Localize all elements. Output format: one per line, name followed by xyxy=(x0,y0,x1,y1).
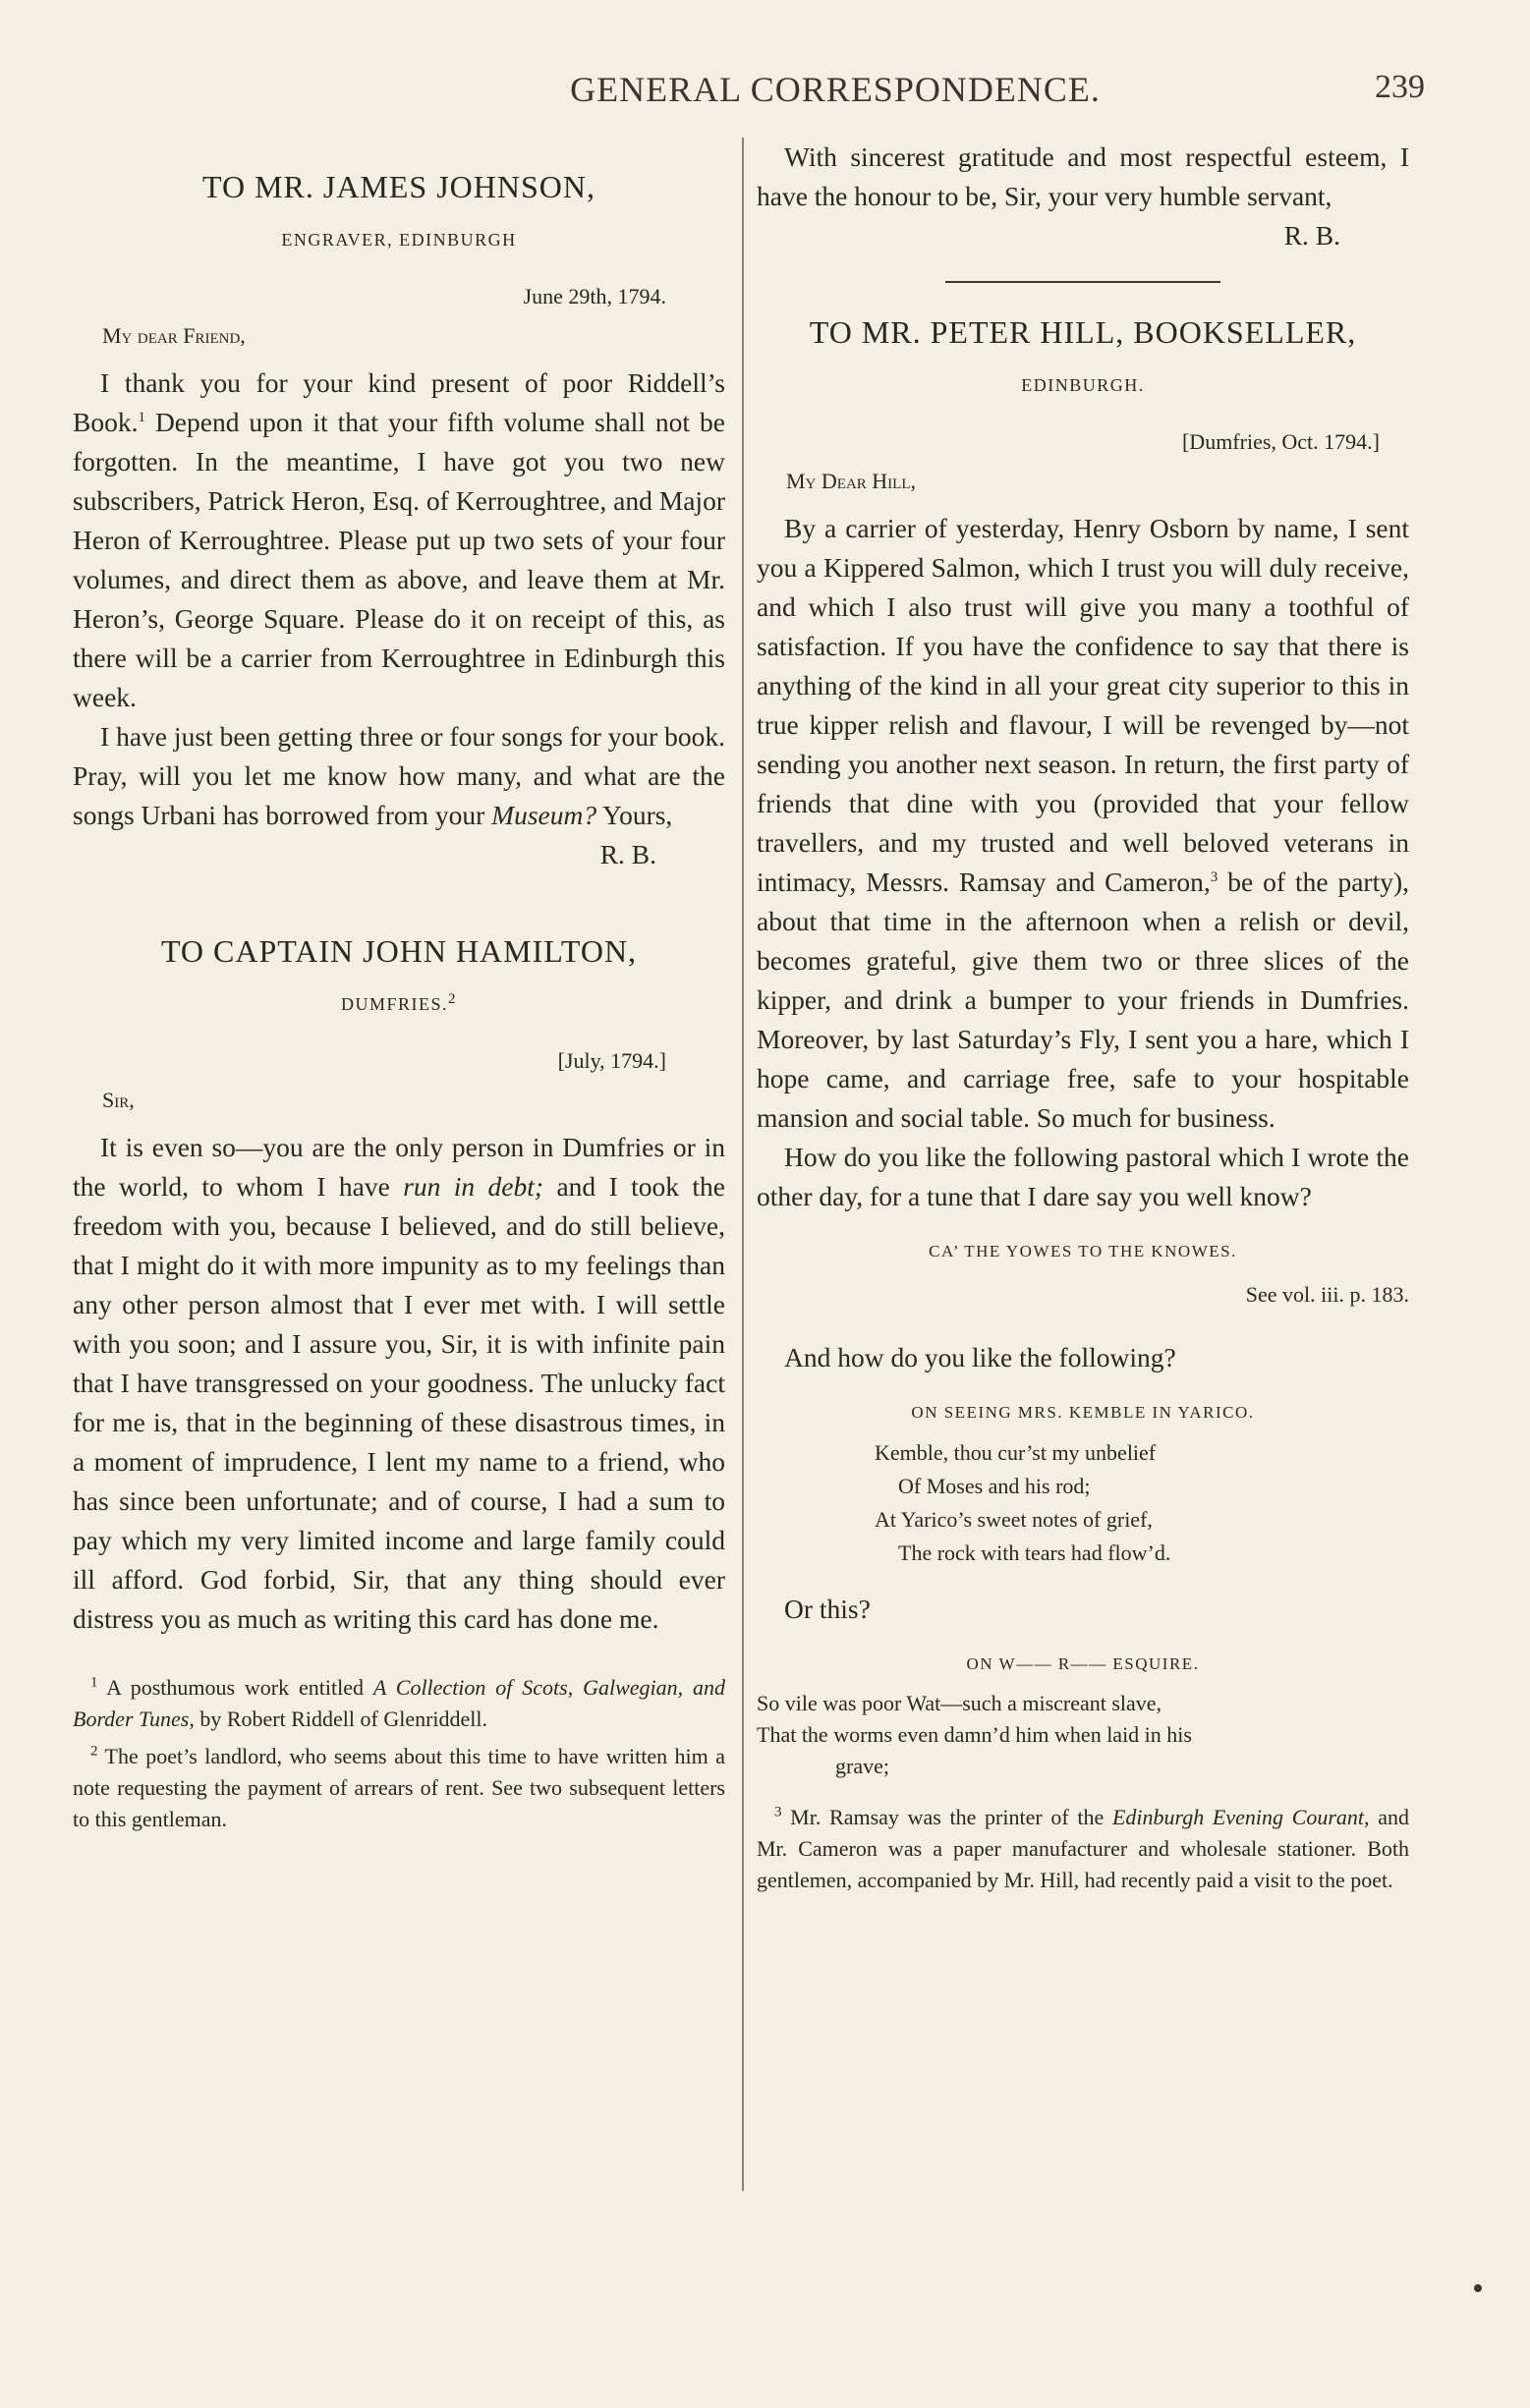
signature: R. B. xyxy=(1283,220,1340,251)
paragraph: How do you like the following pastoral which I wrote the other day, for a tune that I dare say you well know? xyxy=(757,1141,1409,1211)
poem-line: At Yarico’s sweet notes of grief, xyxy=(875,1506,1153,1532)
letter-date: June 29th, 1794. xyxy=(523,284,666,308)
text: and I took the freedom with you, because I believed, and do still believe, that I might do it with more impunity as to my feelings than any other person almost that I ever met with. I will settle with you soon; and I assure you, Sir, it is with infinite pain that I have transgressed on your goodness. The unlucky fact for me is, that in the beginning of these disastrous times, in a moment of imprudence, I lent my name to a friend, who has since been unfortunate; and of course, I had a sum to pay which my very limited income and large family could ill afford. God forbid, Sir, that any thing should ever distress you as much as writing this card has done me. xyxy=(73,1171,725,1634)
poem-line: The rock with tears had flow’d. xyxy=(898,1540,1171,1565)
poem-line: grave; xyxy=(835,1753,889,1778)
italic-text: A Collection of Scots, Galwegian, and Border Tunes, xyxy=(73,1675,726,1731)
footnote-ref: 1 xyxy=(138,409,145,425)
poem-title: ON SEEING MRS. KEMBLE IN YARICO. xyxy=(911,1402,1255,1422)
paragraph xyxy=(73,364,725,717)
letter-date: [Dumfries, Oct. 1794.] xyxy=(1181,428,1380,454)
poem-line: So vile was poor Wat—such a miscreant slave, xyxy=(757,1690,1162,1715)
letter-to-peter-hill xyxy=(757,312,1409,1782)
paragraph: With sincerest gratitude and most respectful esteem, I have the honour to be, Sir, your very humble servant, xyxy=(757,141,1409,211)
text: Yours, xyxy=(596,800,673,830)
text: I thank you for your kind present of poor Riddell’s Book. xyxy=(73,367,725,437)
italic-text: Museum? xyxy=(491,800,597,830)
paragraph: And how do you like the following? xyxy=(784,1341,1176,1372)
letter-title: TO MR. JAMES JOHNSON, xyxy=(201,169,596,204)
paragraph xyxy=(73,1128,725,1639)
letter-date: [July, 1794.] xyxy=(557,1048,666,1073)
footnote-number: 3 xyxy=(774,1804,782,1820)
running-head: GENERAL CORRESPONDENCE. xyxy=(570,70,1101,109)
poem-line: That the worms even damn’d him when laid in his xyxy=(757,1721,1192,1747)
poem-line: Of Moses and his rod; xyxy=(898,1473,1091,1498)
signature: R. B. xyxy=(599,839,656,869)
left-column xyxy=(73,138,725,1841)
footnote-ref: 3 xyxy=(1210,868,1218,885)
footnote-number: 2 xyxy=(90,1743,98,1760)
right-column xyxy=(757,138,1409,1902)
footnote xyxy=(757,1802,1409,1896)
scan-mark xyxy=(1474,2284,1482,2292)
letter-to-james-johnson xyxy=(73,167,725,874)
text: It is even so—you are the only person in Dumfries or in the world, to whom I have xyxy=(73,1132,725,1202)
text: By a carrier of yesterday, Henry Osborn by name, I sent you a Kippered Salmon, which I trust you will duly receive, and which I also trust will give you many a toothful of satisfaction. If you have the confidence to say that there is anything of the kind in all your great city superior to this in true kipper relish and flavour, I will be revenged by—not sending you another next season. In return, the first party of friends that dine with you (provided that your fellow travellers, and my trusted and well beloved veterans in intimacy, Messrs. Ramsay and Cameron, xyxy=(757,512,1409,897)
text: DUMFRIES. xyxy=(340,994,449,1014)
poem-title: ON W—— R—— ESQUIRE. xyxy=(966,1653,1200,1673)
letter-to-john-hamilton xyxy=(73,931,725,1639)
salutation: My dear Friend, xyxy=(102,323,246,348)
paragraph xyxy=(757,509,1409,1138)
footnotes xyxy=(757,1802,1409,1896)
text: and Mr. Cameron was a paper manufacturer and wholesale stationer. Both gentlemen, accompanied by Mr. Hill, had recently paid a visit to the poet. xyxy=(757,1804,1409,1892)
paragraph xyxy=(73,717,725,835)
page-number: 239 xyxy=(1375,69,1425,105)
letter-title: TO MR. PETER HILL, BOOKSELLER, xyxy=(809,313,1357,350)
poem xyxy=(875,1436,1409,1570)
section-rule xyxy=(945,281,1220,283)
letter-title: TO CAPTAIN JOHN HAMILTON, xyxy=(160,933,638,969)
text: I have just been getting three or four songs for your book. Pray, will you let me know how many, and what are the songs Urbani has borrowed from your xyxy=(73,721,725,830)
column-divider xyxy=(742,138,744,2191)
letter-place: EDINBURGH. xyxy=(1021,374,1145,395)
poem-line: Kemble, thou cur’st my unbelief xyxy=(875,1439,1157,1465)
italic-text: Edinburgh Evening Courant, xyxy=(1111,1804,1370,1829)
text: Depend upon it that your fifth volume shall not be forgotten. In the meantime, I have got you two new subscribers, Patrick Heron, Esq. of Kerroughtree, and Major Heron of Kerroughtree. Please put up two sets of your four volumes, and direct them as above, and leave them at Mr. Heron’s, George Square. Please do it on receipt of this, as there will be a carrier from Kerroughtree in Edinburgh this week. xyxy=(73,407,725,712)
footnote-number: 1 xyxy=(90,1674,98,1691)
letter-place: ENGRAVER, EDINBURGH xyxy=(281,230,517,250)
footnotes xyxy=(73,1672,725,1835)
footnote-ref: 2 xyxy=(448,991,458,1007)
text: Mr. Ramsay was the printer of the xyxy=(781,1804,1112,1829)
letter-place xyxy=(73,984,725,1024)
poem xyxy=(757,1688,1409,1782)
footnote xyxy=(73,1672,725,1735)
text: A posthumous work entitled xyxy=(97,1675,373,1700)
footnote xyxy=(73,1741,725,1835)
salutation: Sir, xyxy=(102,1088,135,1112)
song-reference: See vol. iii. p. 183. xyxy=(1245,1281,1409,1307)
salutation: My Dear Hill, xyxy=(786,468,916,493)
text: by Robert Riddell of Glenriddell. xyxy=(194,1707,488,1731)
italic-text: run in debt; xyxy=(403,1171,544,1202)
text: The poet’s landlord, who seems about this time to have written him a note requesting the payment of arrears of rent. See two subsequent letters to this gentleman. xyxy=(73,1744,725,1831)
text: be of the party), about that time in the afternoon when a relish or devil, becomes grateful, give them two or three slices of the kipper, and drink a bumper to your friends in Dumfries. Moreover, by last Saturday’s Fly, I sent you a hare, which I hope came, and carriage free, safe to your hospitable mansion and social table. So much for business. xyxy=(757,866,1409,1133)
song-title: CA’ THE YOWES TO THE KNOWES. xyxy=(929,1241,1237,1260)
paragraph: Or this? xyxy=(784,1593,871,1624)
